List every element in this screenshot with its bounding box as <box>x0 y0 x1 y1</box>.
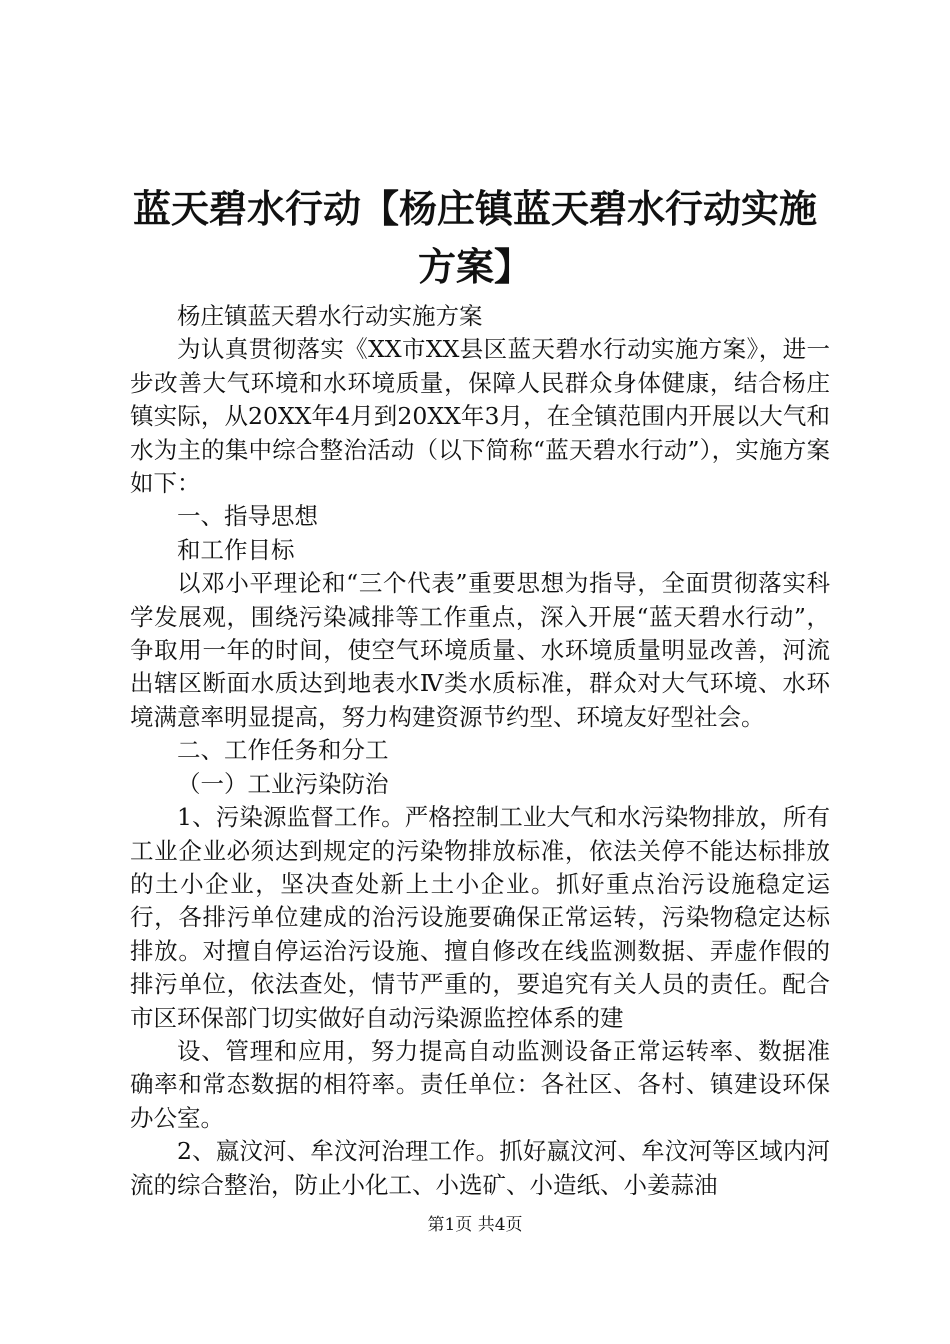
paragraph: 以邓小平理论和“三个代表”重要思想为指导，全面贯彻落实科学发展观，围绕污染减排等工作重点，深入开展“蓝天碧水行动”，争取用一年的时间，使空气环境质量、水环境质量明显改善，河流出辖区断面水质达到地表水Ⅳ类水质标准，群众对大气环境、水环境满意率明显提高，努力构建资源节约型、环境友好型社会。 <box>130 569 830 731</box>
paragraph: 2、嬴汶河、牟汶河治理工作。抓好嬴汶河、牟汶河等区域内河流的综合整治，防止小化工、小选矿、小造纸、小姜蒜油 <box>130 1137 830 1199</box>
document-body <box>130 300 830 1202</box>
paragraph: 1、污染源监督工作。严格控制工业大气和水污染物排放，所有工业企业必须达到规定的污染物排放标准，依法关停不能达标排放的土小企业，坚决查处新上土小企业。抓好重点治污设施稳定运行，各排污单位建成的治污设施要确保正常运转，污染物稳定达标排放。对擅自停运治污设施、擅自修改在线监测数据、弄虚作假的排污单位，依法查处，情节严重的，要追究有关人员的责任。配合市区环保部门切实做好自动污染源监控体系的建 <box>130 803 830 1032</box>
paragraph: 杨庄镇蓝天碧水行动实施方案 <box>177 302 483 330</box>
paragraph: 和工作目标 <box>177 535 295 564</box>
paragraph: （一）工业污染防治 <box>177 769 389 798</box>
paragraph: 设、管理和应用，努力提高自动监测设备正常运转率、数据准确率和常态数据的相符率。责任单位：各社区、各村、镇建设环保办公室。 <box>130 1036 830 1132</box>
paragraph: 一、指导思想 <box>177 502 318 531</box>
paragraph: 为认真贯彻落实《XX市XX县区蓝天碧水行动实施方案》，进一步改善大气环境和水环境质量，保障人民群众身体健康，结合杨庄镇实际，从20XX年4月到20XX年3月，在全镇范围内开展以大气和水为主的集中综合整治活动（以下简称“蓝天碧水行动”），实施方案如下： <box>130 335 830 498</box>
document-title: 蓝天碧水行动【杨庄镇蓝天碧水行动实施方案】 <box>132 187 817 289</box>
paragraph: 二、工作任务和分工 <box>177 736 389 765</box>
page-footer: 第1页 共4页 <box>427 1215 523 1235</box>
